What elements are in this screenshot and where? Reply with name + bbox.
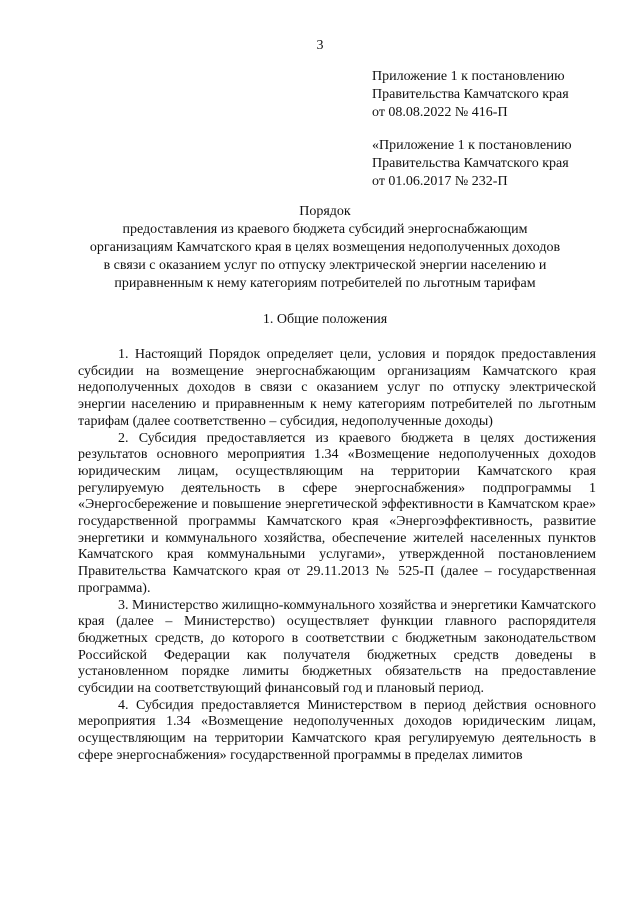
appendix-original-reference [372,137,622,191]
appendix-current-line-3: от 08.08.2022 № 416-П [372,105,508,120]
appendix-current-line-1: Приложение 1 к постановлению [372,69,565,84]
title-line-5: приравненным к нему категориям потребителей по льготным тарифам [114,276,536,291]
appendix-current-line-2: Правительства Камчатского края [372,87,569,102]
paragraph-2: 2. Субсидия предоставляется из краевого бюджета в целях достижения результатов основного мероприятия 1.34 «Возмещение недополученных доходов юридическим лицам, осуществляющим на территории Камчатского края регулируемую деятельность в сфере энергоснабжения» подпрограммы 1 «Энергосбережение и повышение энергетической эффективности в Камчатском крае» государственной программы Камчатского края «Энергоэффективность, развитие энергетики и коммунального хозяйства, обеспечение жителей населенных пунктов Камчатского края коммунальными услугами», утвержденной постановлением Правительства Камчатского края от 29.11.2013 № 525-П (далее – государственная программа). [78,430,596,596]
section-heading: 1. Общие положения [262,312,388,327]
title-line-4: в связи с оказанием услуг по отпуску электрической энергии населению и [103,258,547,273]
appendix-current-reference [372,68,622,122]
document-title [80,203,570,293]
paragraph-4: 4. Субсидия предоставляется Министерством в период действия основного мероприятия 1.34 «Возмещение недополученных доходов юридическим лицам, осуществляющим на территории Камчатского края регулируемую деятельность в сфере энергоснабжения» государственной программы в пределах лимитов [78,697,596,763]
title-line-3: организациям Камчатского края в целях возмещения недополученных доходов [89,240,561,255]
page-number: 3 [316,38,324,53]
paragraph-3: 3. Министерство жилищно-коммунального хозяйства и энергетики Камчатского края (далее – Министерство) осуществляет функции главного распорядителя бюджетных средств, до которого в соответствии с бюджетным законодательством Российской Федерации как получателя бюджетных средств доведены в установленном порядке лимиты бюджетных обязательств на предоставление субсидии на соответствующий финансовый год и плановый период. [78,597,596,697]
title-line-2: предоставления из краевого бюджета субсидий энергоснабжающим [122,222,528,237]
appendix-original-line-2: Правительства Камчатского края [372,156,569,171]
title-line-1: Порядок [299,204,351,219]
paragraph-1: 1. Настоящий Порядок определяет цели, условия и порядок предоставления субсидии на возмещение энергоснабжающим организациям Камчатского края недополученных доходов в связи с оказанием услуг по отпуску электрической энергии населению и приравненным к нему категориям потребителей по льготным тарифам (далее соответственно – субсидия, недополученные доходы) [78,347,596,429]
appendix-original-line-3: от 01.06.2017 № 232-П [372,174,508,189]
appendix-original-line-1: «Приложение 1 к постановлению [372,138,572,153]
document-body [78,347,596,765]
